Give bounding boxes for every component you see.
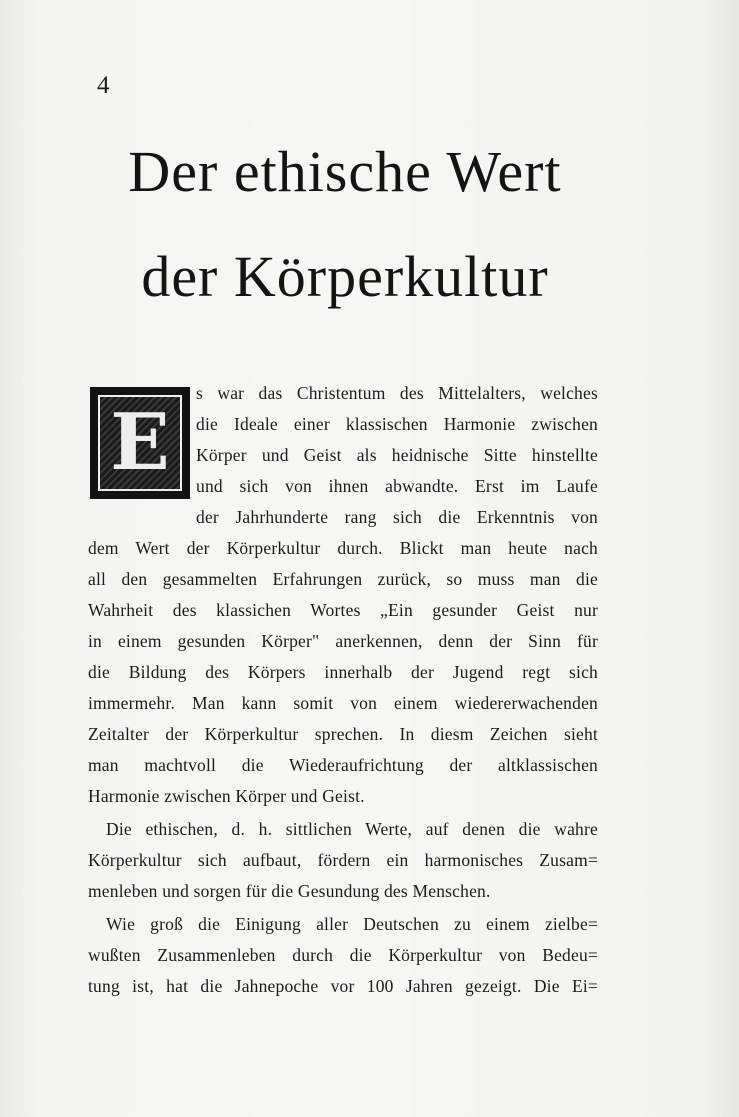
text-line: wußten Zusammenleben durch die Körperkultur von Bedeu= — [88, 945, 598, 965]
text-line: die Ideale einer klassischen Harmonie zwischen — [196, 414, 598, 434]
text-line: Körperkultur sich aufbaut, fördern ein harmonisches Zusam= — [88, 850, 598, 870]
text-line: und sich von ihnen abwandte. Erst im Laufe — [196, 476, 598, 496]
chapter-title-line-2: der Körperkultur — [141, 244, 549, 309]
text-line: Körper und Geist als heidnische Sitte hinstellte — [196, 445, 598, 465]
text-line: man machtvoll die Wiederaufrichtung der altklassischen — [88, 755, 598, 775]
body-text — [88, 378, 598, 1002]
text-line: der Jahrhunderte rang sich die Erkenntnis von — [196, 507, 598, 527]
text-line: Zeitalter der Körperkultur sprechen. In diesm Zeichen sieht — [88, 724, 598, 744]
text-line: Wie groß die Einigung aller Deutschen zu einem zielbe= — [106, 914, 598, 934]
text-line: menleben und sorgen für die Gesundung des Menschen. — [88, 881, 491, 901]
initial-letter: E — [110, 397, 170, 488]
text-line: die Bildung des Körpers innerhalb der Jugend regt sich — [88, 662, 598, 682]
text-line: Die ethischen, d. h. sittlichen Werte, auf denen die wahre — [106, 819, 598, 839]
text-line: Wahrheit des klassichen Wortes „Ein gesunder Geist nur — [88, 600, 598, 620]
text-line: tung ist, hat die Jahnepoche vor 100 Jahren gezeigt. Die Ei= — [88, 976, 598, 996]
text-line: immermehr. Man kann somit von einem wiedererwachenden — [88, 693, 598, 713]
chapter-title-line-1: Der ethische Wert — [128, 139, 562, 204]
text-line: dem Wert der Körperkultur durch. Blickt man heute nach — [88, 538, 598, 558]
text-line: all den gesammelten Erfahrungen zurück, so muss man die — [88, 569, 598, 589]
text-line: Harmonie zwischen Körper und Geist. — [88, 786, 365, 806]
text-line: in einem gesunden Körper" anerkennen, denn der Sinn für — [88, 631, 598, 651]
text-line: s war das Christentum des Mittelalters, welches — [196, 383, 598, 403]
page-number: 4 — [97, 72, 110, 99]
